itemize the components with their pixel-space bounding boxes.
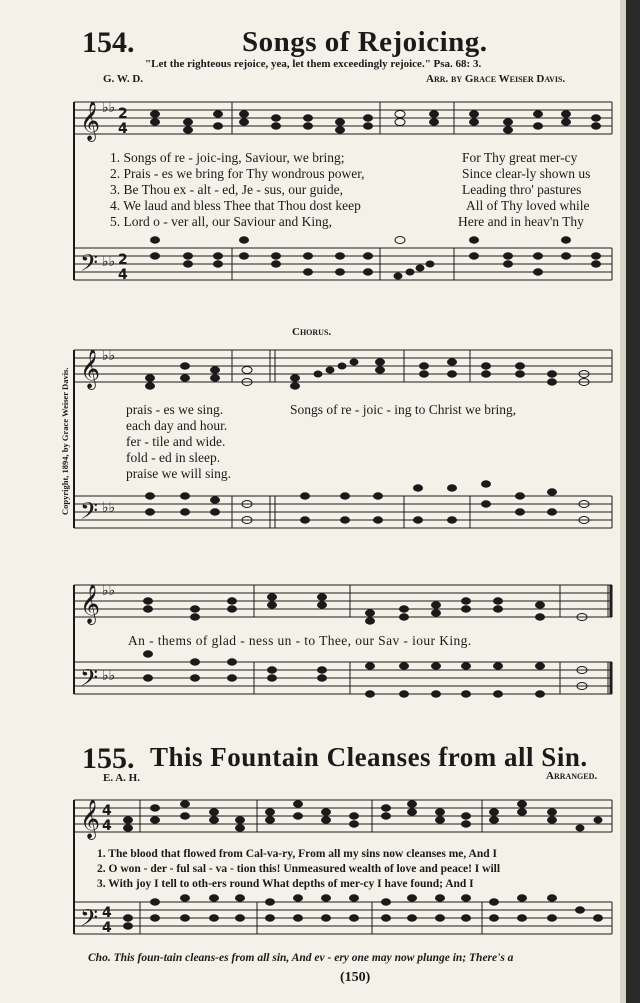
- svg-text:4: 4: [102, 803, 112, 819]
- hymn-154-epigraph: "Let the righteous rejoice, yea, let them exceedingly rejoice." Psa. 68: 3.: [145, 58, 482, 70]
- verse-number: 3.: [110, 182, 121, 197]
- svg-text:𝄞: 𝄞: [80, 101, 101, 141]
- svg-text:♭♭: ♭♭: [102, 668, 116, 684]
- verse-2: [110, 166, 365, 182]
- svg-text:4: 4: [102, 920, 112, 936]
- svg-text:4: 4: [118, 121, 128, 137]
- hymn-155-author: E. A. H.: [103, 772, 140, 784]
- svg-text:4: 4: [102, 818, 112, 834]
- verse-4: [110, 198, 361, 214]
- verse-text: Be Thou ex - alt - ed, Je - sus, our guide,: [123, 182, 343, 197]
- verse-ending-2: each day and hour.: [126, 418, 228, 433]
- copyright-note: Copyright, 1894, by Grace Weiser Davis.: [60, 367, 70, 515]
- verse-4-cont: All of Thy loved while: [466, 198, 590, 213]
- hymn-154-author: G. W. D.: [103, 73, 144, 85]
- svg-text:♭♭: ♭♭: [102, 348, 116, 364]
- chorus-label: Chorus.: [292, 326, 332, 338]
- verse-3-cont: Leading thro' pastures: [462, 182, 582, 197]
- svg-text:♭♭: ♭♭: [102, 254, 116, 270]
- svg-text:4: 4: [118, 267, 128, 283]
- verse-number: 1.: [110, 150, 121, 165]
- verse-number: 4.: [110, 198, 121, 213]
- hymn-154-number: 154.: [82, 26, 135, 59]
- svg-text:𝄞: 𝄞: [80, 584, 101, 624]
- hymn-154-arranger: Arr. by Grace Weiser Davis.: [426, 73, 566, 85]
- verse-text: Lord o - ver all, our Saviour and King,: [123, 214, 332, 229]
- verse-ending-4: fold - ed in sleep.: [126, 450, 221, 465]
- verse-ending-3: fer - tile and wide.: [126, 434, 226, 449]
- svg-text:♭♭: ♭♭: [102, 500, 116, 516]
- svg-text:♭♭: ♭♭: [102, 100, 116, 116]
- page-number: (150): [340, 970, 371, 985]
- verse-text: Songs of re - joic-ing, Saviour, we bring;: [123, 150, 345, 165]
- staff-154-3-treble: [74, 585, 612, 617]
- hymn-155-verse-1: 1. The blood that flowed from Cal-va-ry, From all my sins now cleanses me, And I: [97, 848, 497, 860]
- svg-text:𝄢: 𝄢: [80, 497, 99, 530]
- verse-1-cont: For Thy great mer-cy: [462, 150, 578, 165]
- verse-3: [110, 182, 343, 198]
- hymn-155-chorus: Cho. This foun-tain cleans-es from all sin, And ev - ery one may now plunge in; There's a: [88, 952, 514, 964]
- svg-text:2: 2: [118, 106, 128, 122]
- svg-text:𝄞: 𝄞: [80, 799, 101, 839]
- svg-text:𝄢: 𝄢: [80, 664, 99, 697]
- svg-text:𝄞: 𝄞: [80, 349, 101, 389]
- hymn-154-title: Songs of Rejoicing.: [242, 26, 488, 58]
- verse-ending-1: prais - es we sing.: [126, 402, 224, 417]
- verse-number: 2.: [110, 166, 121, 181]
- chorus-line-1: Songs of re - joic - ing to Christ we bring,: [290, 402, 517, 417]
- verse-text: Prais - es we bring for Thy wondrous power,: [123, 166, 365, 181]
- svg-text:2: 2: [118, 252, 128, 268]
- chorus-line-2: An - thems of glad - ness un - to Thee, our Sav - iour King.: [128, 633, 472, 648]
- hymn-155-verse-2: 2. O won - der - ful sal - va - tion this! Unmeasured wealth of love and peace! I will: [97, 863, 501, 875]
- verse-number: 5.: [110, 214, 121, 229]
- verse-5: [110, 214, 332, 230]
- hymn-155-title: This Fountain Cleanses from all Sin.: [150, 742, 588, 772]
- hymn-155-verse-3: 3. With joy I tell to oth-ers round What depths of mer-cy I have found; And I: [97, 878, 474, 890]
- svg-text:𝄢: 𝄢: [80, 249, 99, 282]
- verse-ending-5: praise we will sing.: [126, 466, 231, 481]
- svg-text:♭♭: ♭♭: [102, 583, 116, 599]
- verse-1: [110, 150, 345, 166]
- verse-2-cont: Since clear-ly shown us: [462, 166, 591, 181]
- verse-text: We laud and bless Thee that Thou dost keep: [123, 198, 361, 213]
- hymn-155-number: 155.: [82, 742, 135, 775]
- staff-154-3-bass: [74, 662, 612, 694]
- svg-text:𝄢: 𝄢: [80, 904, 99, 937]
- hymn-155-arranger: Arranged.: [546, 770, 598, 782]
- svg-text:4: 4: [102, 905, 112, 921]
- verse-5-cont: Here and in heav'n Thy: [458, 214, 584, 229]
